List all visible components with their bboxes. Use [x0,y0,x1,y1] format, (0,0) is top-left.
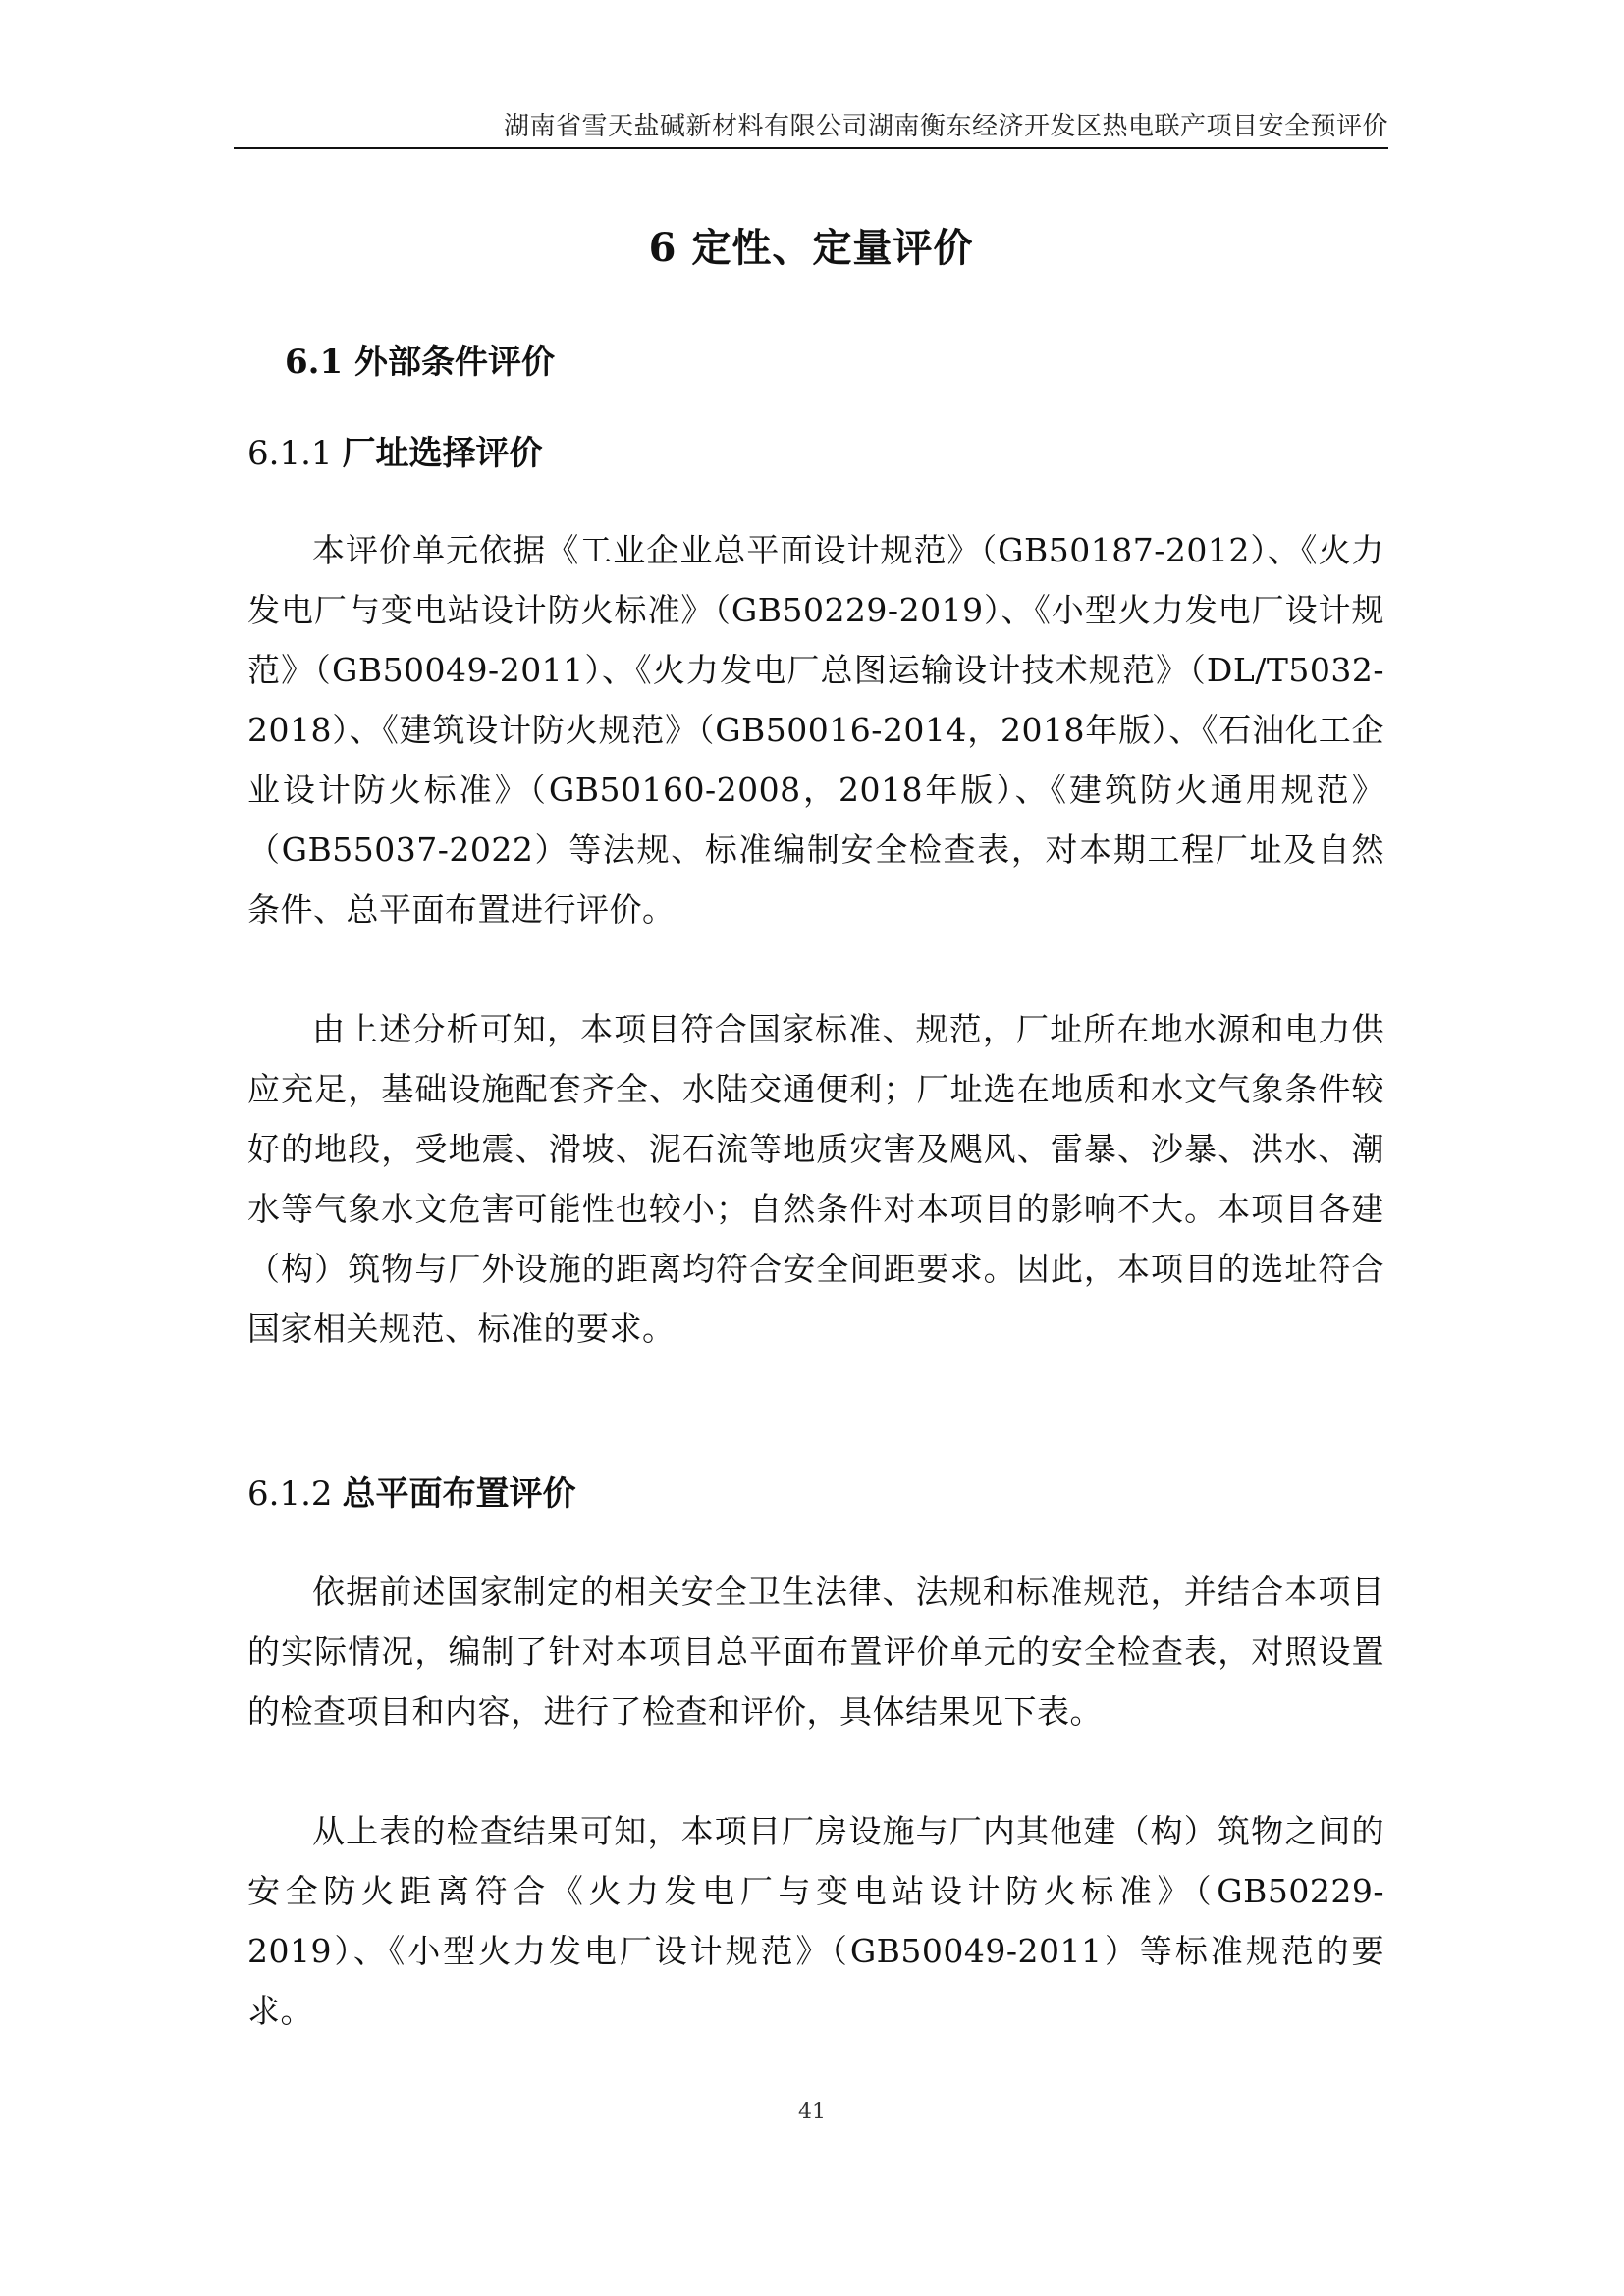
paragraph-site-selection-conclusion: 由上述分析可知，本项目符合国家标准、规范，厂址所在地水源和电力供应充足，基础设施配套齐全、水陆交通便利；厂址选在地质和水文气象条件较好的地段，受地震、滑坡、泥石流等地质灾害及飓风、雷暴、沙暴、洪水、潮水等气象水文危害可能性也较小；自然条件对本项目的影响不大。本项目各建（构）筑物与厂外设施的距离均符合安全间距要求。因此，本项目的选址符合国家相关规范、标准的要求。 [247,1010,1384,1348]
paragraph-layout-conclusion: 从上表的检查结果可知，本项目厂房设施与厂内其他建（构）筑物之间的安全防火距离符合《火力发电厂与变电站设计防火标准》（GB50229-2019）、《小型火力发电厂设计规范》（GB50049-2011）等标准规范的要求。 [247,1812,1384,2030]
section-title: 总平面布置评价 [342,1474,576,1514]
section-number: 6.1.1 [247,434,333,473]
header-rule [234,147,1388,149]
section-title: 厂址选择评价 [342,434,543,473]
chapter-title: 6 定性、定量评价 [648,225,974,271]
page-number: 41 [798,2100,826,2124]
paragraph-site-selection-basis: 本评价单元依据《工业企业总平面设计规范》（GB50187-2012）、《火力发电厂与变电站设计防火标准》（GB50229-2019）、《小型火力发电厂设计规范》（GB50049-2011）、《火力发电厂总图运输设计技术规范》（DL/T5032-2018）、《建筑设计防火规范》（GB50016-2014，2018年版）、《石油化工企业设计防火标准》（GB50160-2008，2018年版）、《建筑防火通用规范》（GB55037-2022）等法规、标准编制安全检查表，对本期工程厂址及自然条件、总平面布置进行评价。 [247,531,1384,929]
running-header: 湖南省雪天盐碱新材料有限公司湖南衡东经济开发区热电联产项目安全预评价 [503,112,1388,141]
section-number: 6.1.2 [247,1474,333,1514]
section-heading-6-1-2 [247,1470,576,1518]
section-heading-6-1-1 [247,430,543,477]
section-heading-6-1: 6.1 外部条件评价 [285,343,555,382]
paragraph-layout-basis: 依据前述国家制定的相关安全卫生法律、法规和标准规范，并结合本项目的实际情况，编制了针对本项目总平面布置评价单元的安全检查表，对照设置的检查项目和内容，进行了检查和评价，具体结果见下表。 [247,1573,1384,1731]
